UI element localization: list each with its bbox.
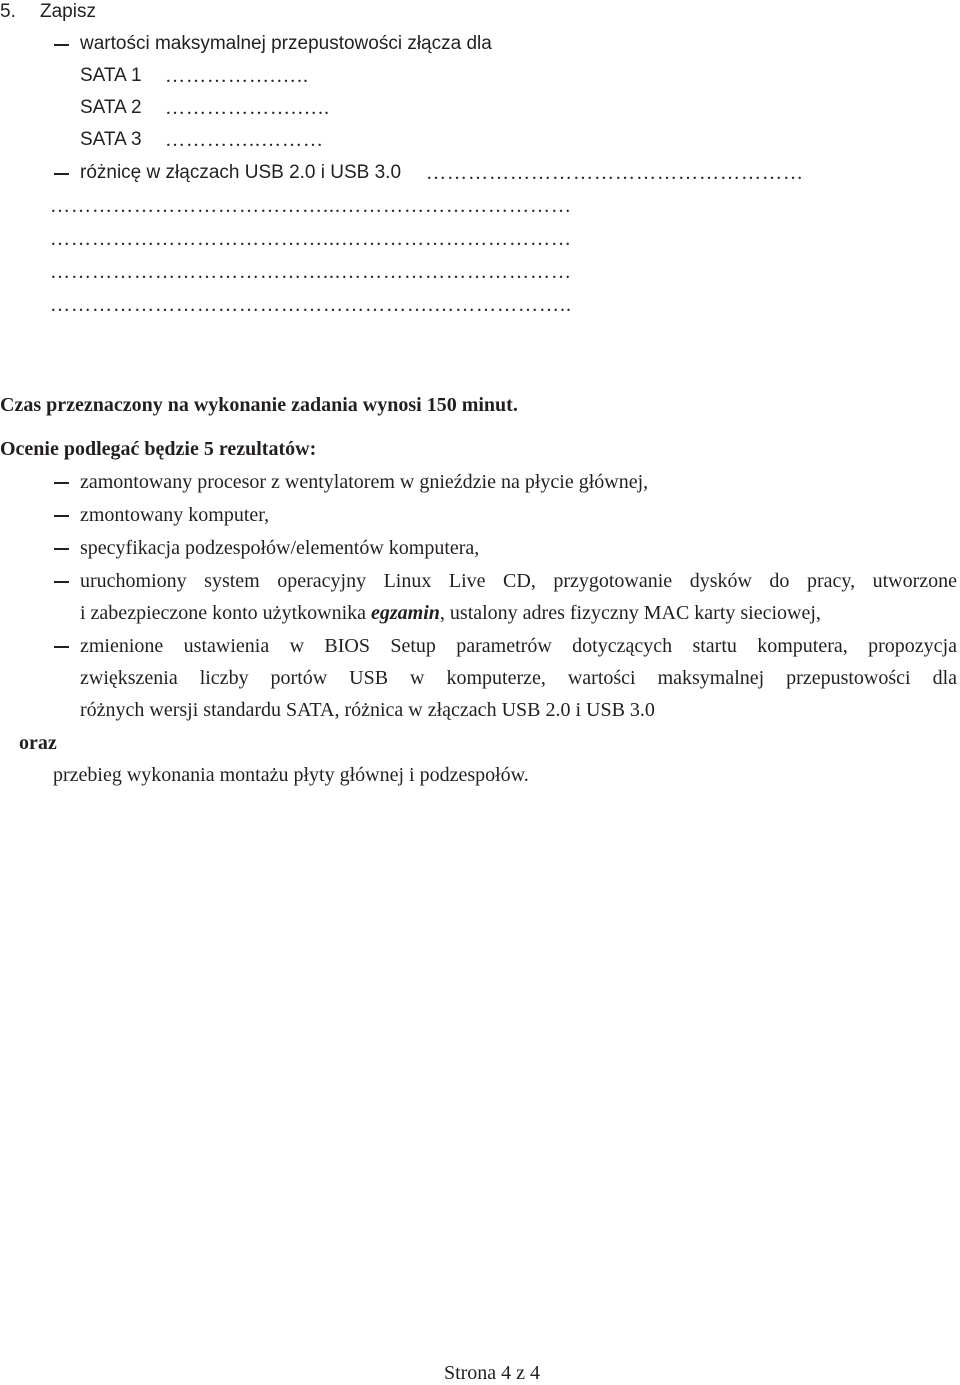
usb-diff-answer-dots: ……………………………………………… xyxy=(426,162,804,184)
task-title: Zapisz xyxy=(40,1,96,22)
answer-line-2: …………………………………...…………………………… xyxy=(50,228,572,250)
answer-line-4: ……………………………………………….……………….. xyxy=(50,294,572,316)
grading-heading: Ocenie podlegać będzie 5 rezultatów: xyxy=(0,438,317,460)
grading-item-processor: zamontowany procesor z wentylatorem w gnieździe na płycie głównej, xyxy=(80,471,649,493)
bullet-dash xyxy=(54,581,69,583)
usb-diff-label: różnicę w złączach USB 2.0 i USB 3.0 xyxy=(80,162,402,183)
bullet-dash xyxy=(54,44,69,46)
sata2-label: SATA 2 xyxy=(80,97,142,118)
account-name: egzamin xyxy=(371,602,440,624)
grading-item-bios-line1: zmienione ustawienia w BIOS Setup parametrów dotyczących startu komputera, propozycja xyxy=(80,635,957,657)
sata1-label: SATA 1 xyxy=(80,65,142,86)
bullet-dash xyxy=(54,482,69,484)
sata1-answer-dots: …………….….. xyxy=(165,65,309,87)
bullet-dash xyxy=(54,515,69,517)
grading-item-bios-line3: różnych wersji standardu SATA, różnica w złączach USB 2.0 i USB 3.0 xyxy=(80,699,655,721)
answer-line-1: …………………………………...…………………………… xyxy=(50,195,572,217)
assembly-process: przebieg wykonania montażu płyty głównej i podzespołów. xyxy=(53,764,529,786)
task-number: 5. xyxy=(0,1,16,22)
sata3-label: SATA 3 xyxy=(80,129,142,150)
sata2-answer-dots: ……………….….. xyxy=(165,97,330,119)
grading-item-os-line1: uruchomiony system operacyjny Linux Live CD, przygotowanie dysków do pracy, utworzone xyxy=(80,570,957,592)
sata3-answer-dots: …………..……… xyxy=(165,129,324,151)
grading-item-specification: specyfikacja podzespołów/elementów komputera, xyxy=(80,537,480,559)
grading-item-os-text-a: i zabezpieczone konto użytkownika xyxy=(80,602,371,624)
conjunction-oraz: oraz xyxy=(19,732,57,754)
grading-item-os-line2 xyxy=(80,601,821,625)
grading-item-os-text-c: , ustalony adres fizyczny MAC karty sieciowej, xyxy=(439,602,821,624)
max-throughput-label: wartości maksymalnej przepustowości złącza dla xyxy=(80,33,492,54)
page-footer: Strona 4 z 4 xyxy=(443,1362,541,1384)
answer-line-3: …………………………………...…………………………… xyxy=(50,261,572,283)
bullet-dash xyxy=(54,548,69,550)
bullet-dash xyxy=(54,173,69,175)
grading-item-computer: zmontowany komputer, xyxy=(80,504,270,526)
grading-item-bios-line2: zwiększenia liczby portów USB w komputerze, wartości maksymalnej przepustowości dla xyxy=(80,667,957,689)
bullet-dash xyxy=(54,646,69,648)
time-note: Czas przeznaczony na wykonanie zadania wynosi 150 minut. xyxy=(0,394,518,416)
